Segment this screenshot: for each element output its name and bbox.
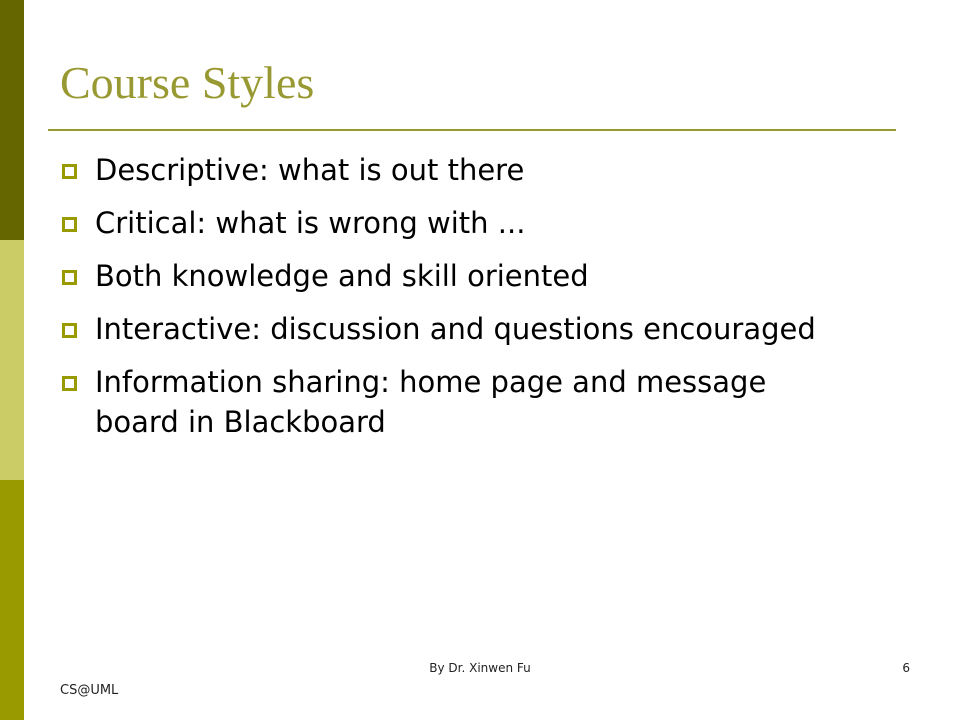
page-number: 6 <box>902 661 910 675</box>
bullet-text: Critical: what is wrong with ... <box>95 206 526 240</box>
bullet-text: Interactive: discussion and questions encouraged <box>95 312 816 346</box>
hollow-square-bullet-icon <box>62 164 77 179</box>
slide-title: Course Styles <box>60 57 315 108</box>
bullet-item <box>60 309 820 349</box>
bullet-text: Both knowledge and skill oriented <box>95 259 589 293</box>
bullet-text: Information sharing: home page and message board in Blackboard <box>95 365 767 439</box>
bullet-item <box>60 362 820 442</box>
bullet-text: Descriptive: what is out there <box>95 153 525 187</box>
footer-organization: CS@UML <box>60 683 119 698</box>
side-bar-middle <box>0 240 24 480</box>
hollow-square-bullet-icon <box>62 270 77 285</box>
side-bar-top <box>0 0 24 240</box>
bullet-item <box>60 203 820 243</box>
hollow-square-bullet-icon <box>62 376 77 391</box>
hollow-square-bullet-icon <box>62 323 77 338</box>
title-divider <box>48 129 896 131</box>
side-bar-bottom <box>0 480 24 720</box>
hollow-square-bullet-icon <box>62 217 77 232</box>
footer-author: By Dr. Xinwen Fu <box>429 661 531 675</box>
bullet-item <box>60 150 820 190</box>
bullet-item <box>60 256 820 296</box>
bullet-list <box>60 150 820 455</box>
